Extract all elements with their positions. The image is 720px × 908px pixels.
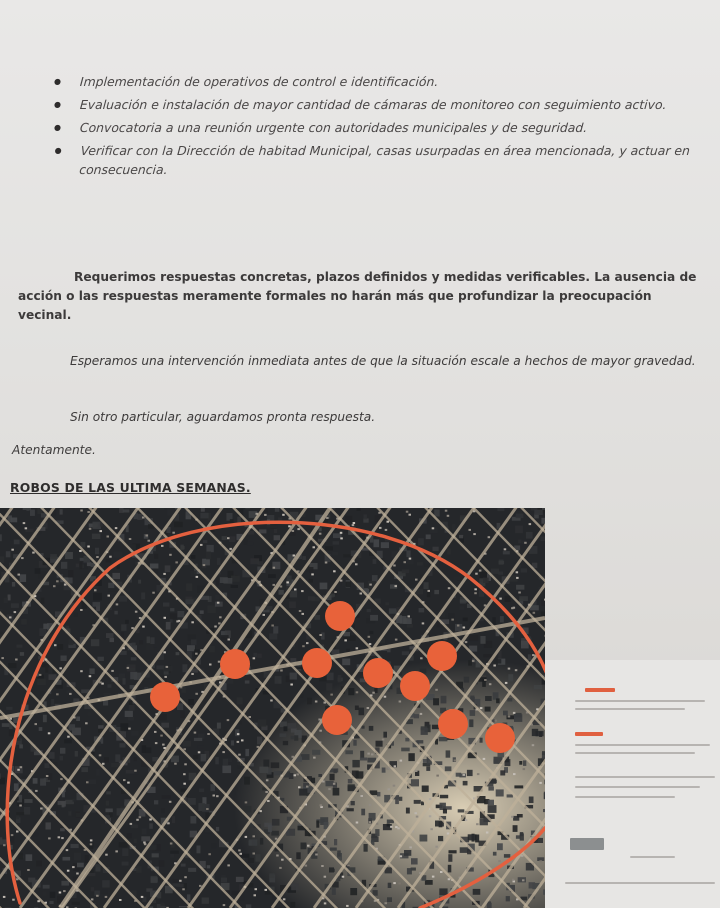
expectation-paragraph: Esperamos una intervención inmediata antes de que la situación escale a hechos de mayor gravedad. (70, 354, 696, 368)
map-caption: ROBOS DE LAS ULTIMA SEMANAS. (10, 480, 251, 495)
robbery-marker (363, 658, 393, 688)
robbery-marker (325, 601, 355, 631)
robbery-marker (400, 671, 430, 701)
background-document (545, 660, 720, 908)
aerial-map-photo (0, 508, 545, 908)
robbery-marker (485, 723, 515, 753)
action-list (50, 72, 700, 183)
robbery-marker (302, 648, 332, 678)
list-item: ● Convocatoria a una reunión urgente con autoridades municipales y de seguridad. (49, 118, 700, 137)
robbery-marker (427, 641, 457, 671)
map-graphic (0, 508, 545, 908)
closing-paragraph: Sin otro particular, aguardamos pronta respuesta. (70, 410, 376, 424)
list-item: ● Verificar con la Dirección de habitad Municipal, casas usurpadas en área mencionada, y actuar en consecuencia. (49, 141, 702, 179)
robbery-marker (322, 705, 352, 735)
demand-paragraph: Requerimos respuestas concretas, plazos definidos y medidas verificables. La ausencia de acción o las respuestas meramente formales no harán más que profundizar la preocupación vecinal. (18, 270, 697, 322)
robbery-marker (438, 709, 468, 739)
signoff: Atentamente. (12, 443, 96, 457)
robbery-marker (150, 682, 180, 712)
list-item: ● Evaluación e instalación de mayor cantidad de cámaras de monitoreo con seguimiento activo. (49, 95, 700, 114)
robbery-marker (220, 649, 250, 679)
list-item: ● Implementación de operativos de control e identificación. (49, 72, 700, 91)
